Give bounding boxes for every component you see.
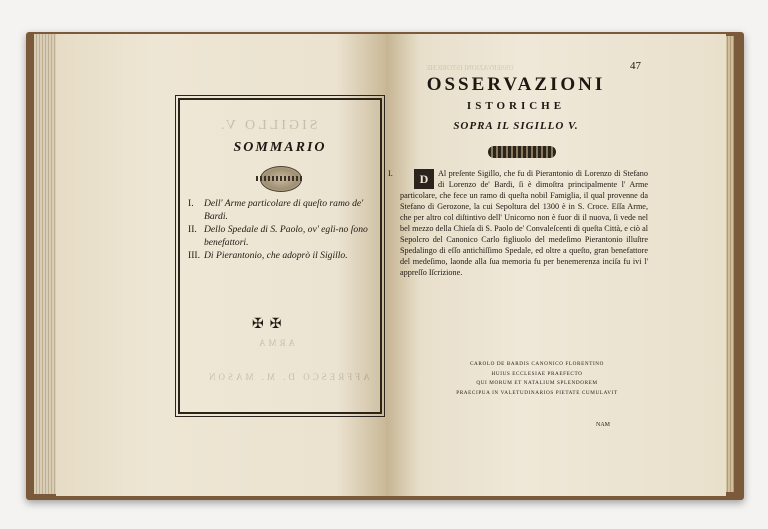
sommario-frame bbox=[178, 98, 382, 414]
fleuron-ornaments: ✠✠ bbox=[252, 317, 288, 332]
body-text bbox=[388, 168, 648, 278]
left-page bbox=[56, 34, 386, 496]
open-book bbox=[26, 30, 744, 500]
inscription-line: CAROLO DE BARDIS CANONICO FLORENTINO bbox=[470, 361, 604, 367]
section-heading: SOPRA IL SIGILLO V. bbox=[453, 120, 579, 132]
summary-list bbox=[188, 198, 374, 264]
inscription-line: PRAECIPUA IN VALETUDINARIOS PIETATE CUMULAVIT bbox=[456, 389, 618, 396]
page-title: OSSERVAZIONI bbox=[426, 74, 606, 95]
paragraph: Al preſente Sigillo, che fu di Pierantonio di Lorenzo di Stefano di Lorenzo de' Bardi, ſi è dimoſtra principalmente l' Arme particolare, che fece un ramo di queſta nobil Famiglia, il qual provenne da Stefano di Gerozone, la cui Sepoltura del 1300 è in S. Croce. Eſſa Arme, che per altro col diſtintivo dell' Unicorno non è fuor di il nuova, ſi vede nel bel mezzo della Chieſa di S. Paolo de' Convaleſcenti di queſta Città, e ciò al Sepolcro del Canonico Carlo figliuolo del medeſimo Pierantonio illuſtre Spedalingo di eſſo antichiſſimo Spedale, ed oltre a queſto, gran benefattore del medeſimo, laonde alla ſua memoria fu per benemerenza inciſa fu ivi l' appreſſo Iſcrizione. bbox=[400, 169, 648, 277]
seal-ornament bbox=[256, 176, 304, 181]
show-through-text: SIGILLO V. bbox=[218, 118, 318, 133]
inscription-line: QUI MORUM ET NATALIUM SPLENDOREM bbox=[476, 380, 598, 386]
show-through-text: OSSERVAZIONI ISTORICHE bbox=[426, 64, 514, 72]
page-number: 47 bbox=[630, 60, 641, 72]
section-number: I. bbox=[388, 169, 393, 178]
show-through-text: ARMA bbox=[256, 338, 296, 348]
headpiece-ornament bbox=[488, 146, 556, 158]
inscription bbox=[422, 360, 652, 398]
summary-item: II. Dello Spedale di S. Paolo, ov' egli-no ſono benefattori. bbox=[188, 224, 368, 248]
sommario-heading: SOMMARIO bbox=[233, 140, 327, 155]
inscription-line: HUIUS ECCLESIAE PRAEFECTO bbox=[491, 370, 583, 377]
decorated-initial: D bbox=[414, 169, 434, 189]
summary-item: I. Dell' Arme particolare di queſto ramo de' Bardi. bbox=[188, 198, 364, 222]
page-subtitle: ISTORICHE bbox=[466, 100, 566, 112]
summary-item: III. Di Pierantonio, che adoprò il Sigillo. bbox=[188, 250, 348, 261]
catchword: NAM bbox=[596, 422, 611, 428]
show-through-text: AFFRESCO D. M. MASON bbox=[206, 372, 370, 382]
right-page bbox=[386, 34, 726, 496]
